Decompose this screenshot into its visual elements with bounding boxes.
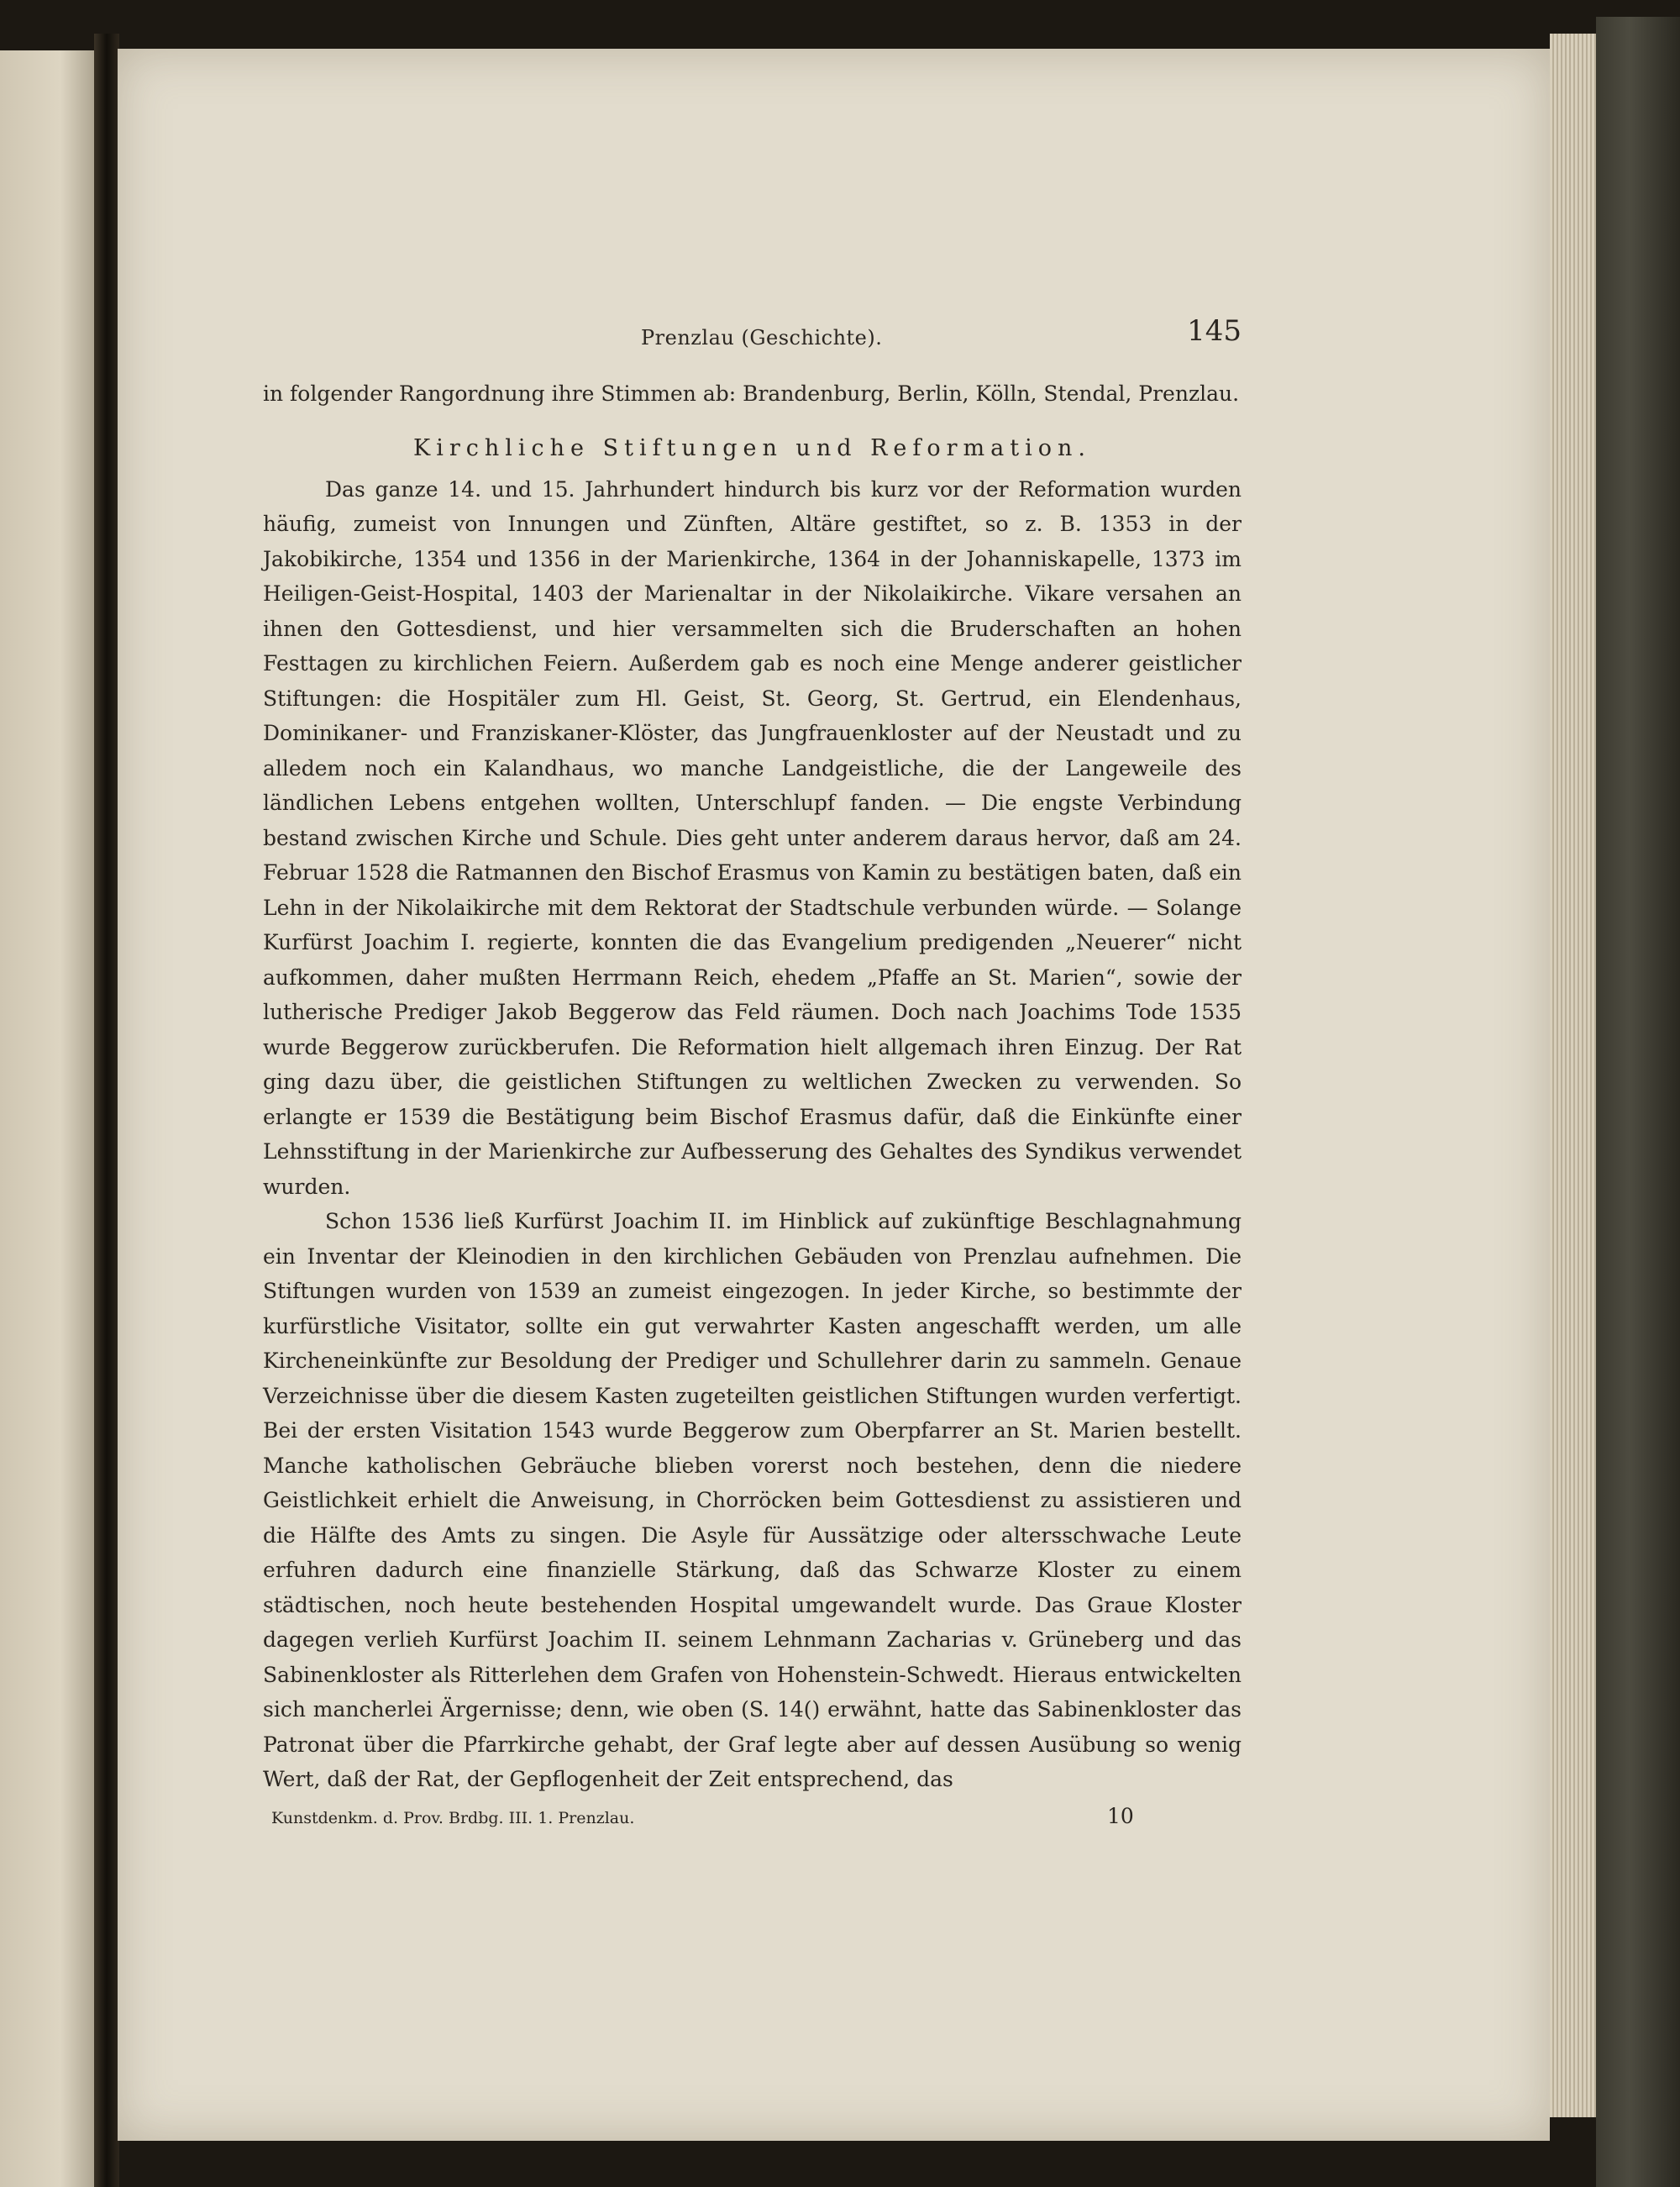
book-gutter — [94, 34, 119, 2187]
book-cover-edge — [1596, 17, 1680, 2187]
facing-page-edge — [0, 50, 101, 2187]
body-paragraph-2: Schon 1536 ließ Kurfürst Joachim II. im Hinblick auf zukünftige Beschlagnahmung ein Inventar der Kleinodien in den kirchlichen Gebäuden von Prenzlau aufnehmen. Die Stiftungen wurden von 1539 an zumeist eingezogen. In jeder Kirche, so bestimmte der kurfürstliche Visitator, sollte ein gut verwahrter Kasten angeschafft werden, um alle Kircheneinkünfte zur Besoldung der Prediger und Schullehrer darin zu sammeln. Genaue Verzeichnisse über die diesem Kasten zugeteilten geistlichen Stiftungen wurden verfertigt. Bei der ersten Visitation 1543 wurde Beggerow zum Oberpfarrer an St. Marien bestellt. Manche katholischen Gebräuche blieben vorerst noch bestehen, denn die niedere Geistlichkeit erhielt die Anweisung, in Chorröcken beim Gottesdienst zu assistieren und die Hälfte des Amts zu singen. Die Asyle für Aussätzige oder altersschwache Leute erfuhren dadurch eine finanzielle Stärkung, daß das Schwarze Kloster zu einem städtischen, noch heute bestehenden Hospital umgewandelt wurde. Das Graue Kloster dagegen verlieh Kurfürst Joachim II. seinem Lehnmann Zacharias v. Grüneberg und das Sabinenkloster als Ritterlehen dem Grafen von Hohenstein-Schwedt. Hieraus entwickelten sich mancherlei Ärgernisse; denn, wie oben (S. 14() erwähnt, hatte das Sabinenkloster das Patronat über die Pfarrkirche gehabt, der Graf legte aber auf dessen Ausübung so wenig Wert, daß der Rat, der Gepflogenheit der Zeit entsprechend, das — [263, 1209, 1242, 1791]
page-footer — [263, 1804, 1242, 1837]
intro-paragraph: in folgender Rangordnung ihre Stimmen ab: Brandenburg, Berlin, Kölln, Stendal, Prenzlau. — [263, 381, 1240, 406]
body-paragraph-1: Das ganze 14. und 15. Jahrhundert hindurch bis kurz vor der Reformation wurden häufig, zumeist von Innungen und Zünften, Altäre gestiftet, so z. B. 1353 in der Jakobikirche, 1354 und 1356 in der Marienkirche, 1364 in der Johanniskapelle, 1373 im Heiligen-Geist-Hospital, 1403 der Marienaltar in der Nikolaikirche. Vikare versahen an ihnen den Gottesdienst, und hier versammelten sich die Bruderschaften an hohen Festtagen zu kirchlichen Feiern. Außerdem gab es noch eine Menge anderer geistlicher Stiftungen: die Hospitäler zum Hl. Geist, St. Georg, St. Gertrud, ein Elendenhaus, Dominikaner- und Franziskaner-Klöster, das Jungfrauenkloster auf der Neustadt und zu alledem noch ein Kalandhaus, wo manche Landgeistliche, die der Langeweile des ländlichen Lebens entgehen wollten, Unterschlupf fanden. — Die engste Verbindung bestand zwischen Kirche und Schule. Dies geht unter anderem daraus hervor, daß am 24. Februar 1528 die Ratmannen den Bischof Erasmus von Kamin zu bestätigen baten, daß ein Lehn in der Nikolaikirche mit dem Rektorat der Stadtschule verbunden würde. — Solange Kurfürst Joachim I. regierte, konnten die das Evangelium predigenden „Neuerer“ nicht aufkommen, daher mußten Herrmann Reich, ehedem „Pfaffe an St. Marien“, sowie der lutherische Prediger Jakob Beggerow das Feld räumen. Doch nach Joachims Tode 1535 wurde Beggerow zurückberufen. Die Reformation hielt allgemach ihren Einzug. Der Rat ging dazu über, die geistlichen Stiftungen zu weltlichen Zwecken zu verwenden. So erlangte er 1539 die Bestätigung beim Bischof Erasmus dafür, daß die Einkünfte einer Lehnsstiftung in der Marienkirche zur Aufbesserung des Gehaltes des Syndikus verwendet wurden. — [263, 476, 1242, 1199]
footer-signature: Kunstdenkm. d. Prov. Brdbg. III. 1. Prenzlau. — [271, 1808, 635, 1827]
footer-sheet-number: 10 — [1107, 1803, 1134, 1828]
running-head: Prenzlau (Geschichte). — [641, 326, 883, 350]
page-stack-edge — [1550, 34, 1596, 2117]
page-header — [263, 311, 1242, 361]
section-title: Kirchliche Stiftungen und Reformation. — [413, 434, 1091, 461]
page-text-block — [263, 311, 1242, 1837]
page-number: 145 — [1187, 314, 1242, 348]
